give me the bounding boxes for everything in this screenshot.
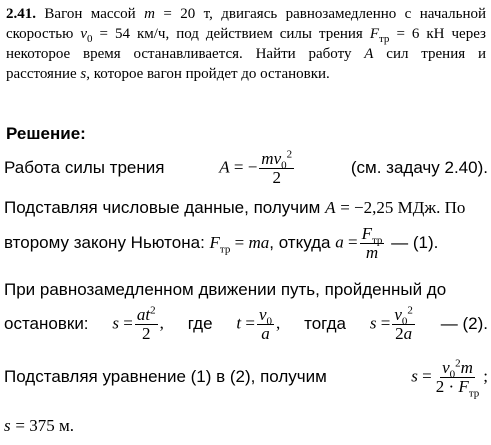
solution-line-6: Подставляя уравнение (1) в (2), получим s = $\frac{v_0^2m}{2 \cdot F_{тр}}$ ; bbox=[4, 356, 488, 399]
acceleration-formula: a = $\frac{F_{тр}}{m}$ bbox=[335, 223, 383, 262]
solution-line-3: второму закону Ньютона: $F_{тр}$ = ma , откуда a = $\frac{F_{тр}}{m}$ — (1). bbox=[4, 223, 439, 262]
work-formula: A = − $\frac{mv_0^2}{2}$ bbox=[219, 147, 293, 187]
problem-number: 2.41. bbox=[6, 6, 36, 22]
solution-line-5: остановки: s = $\frac{at^2}{2}$ , где t = $\frac{v_0}{a}$ , тогда s = $\frac{v_0^2}{2a}$ — (2). bbox=[4, 303, 488, 343]
distance-formula-1: s = $\frac{at^2}{2}$ , bbox=[112, 303, 164, 343]
distance-formula-2: s = $\frac{v_0^2}{2a}$ bbox=[369, 303, 413, 343]
solution-line-2: Подставляя числовые данные, получим A = −2,25 МДж. По bbox=[4, 198, 466, 217]
final-distance-formula: s = $\frac{v_0^2m}{2 \cdot F_{тр}}$ ; bbox=[411, 356, 488, 399]
solution-line-4: При равнозамедленном движении путь, пройденный до bbox=[4, 280, 447, 299]
newton-law: $F_{тр}$ = ma bbox=[209, 233, 270, 256]
solution-line-7: s = 375 м. bbox=[4, 416, 74, 435]
solution-line-1: Работа силы трения A = − $\frac{mv_0^2}{2}$ (см. задачу 2.40). bbox=[4, 147, 488, 187]
solution-heading: Решение: bbox=[6, 124, 86, 143]
problem-statement: 2.41. Вагон массой m = 20 т, двигаясь равнозамедленно с начальной скоростью $v_0 = 54$ км/ч, под действием силы трения $F_{тр} = 6$ кН через некоторое время останавливается. Найти работу A сил трения и расстояние s, которое вагон пройдет до остановки. bbox=[6, 6, 487, 82]
time-formula: t = $\frac{v_0}{a}$ , bbox=[236, 304, 281, 343]
